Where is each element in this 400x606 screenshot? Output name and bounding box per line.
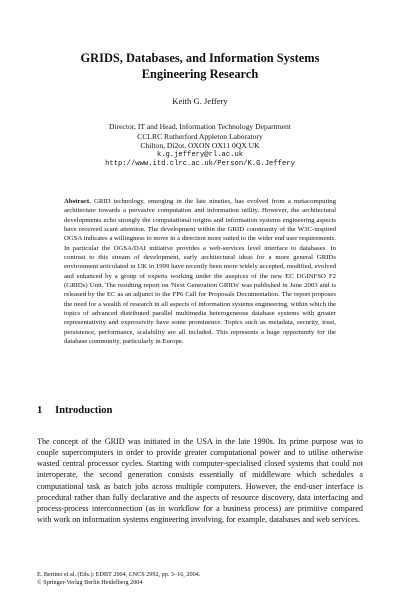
copyright-line: © Springer-Verlag Berlin Heidelberg 2004 — [37, 579, 143, 586]
author-url: http://www.itd.clrc.ac.uk/Person/K.G.Jeffery — [105, 160, 295, 169]
affiliation-block — [0, 122, 400, 170]
title-line-2: Engineering Research — [141, 67, 259, 81]
intro-paragraph: The concept of the GRID was initiated in the USA in the late 1990s. Its prime purpose was to couple supercomputers in order to provide greater computational power and to utilise otherwise wasted central processor cycles. Starting with computer-specialised closed systems that could not interoperate, the second generation consists essentially of middleware which schedules a computational task as batch jobs across multiple computers. However, the end-user interface is procedural rather than fully declarative and the aspects of resource discovery, data interfacing and process-process interconnection (as in workflow for a business process) are primitive compared with work on information systems engineering involving, for example, databases and web services. — [37, 437, 363, 525]
section-heading — [37, 405, 112, 416]
affiliation-line: CCLRC Rutherford Appleton Laboratory — [137, 131, 263, 141]
author-email: k.g.jeffery@rl.ac.uk — [156, 150, 244, 159]
section-number: 1 — [37, 405, 43, 416]
page-footer — [37, 571, 363, 587]
abstract-text: GRID technology, emerging in the late nineties, has evolved from a metacomputing architecture towards a pervasive computation and information utility. However, the architectural developments echo strongly the computational origins and information systems engineering aspects have received scant attention. The development within the GRID community of the W3C-inspired OGSA indicates a willingness to move in a direction more suited to the wider end user requirements. In particular the OGSA/DAI initiative provides a web-services level interface to databases. In contrast to this stream of development, early architectural ideas for a more general GRIDs environment articulated in UK in 1999 have recently been more widely accepted, modified, evolved and enhanced by a group of experts working under the auspices of the new EC DGINFSO F2 (GRIDs) Unit. The resulting report on 'Next Generation GRIDs' was published in June 2003 and is released by the EC as an adjunct to the FP6 Call for Proposals Documentation. The report proposes the need for a wealth of research in all aspects of information systems engineering, within which the topics of advanced distributed parallel multimedia heterogeneous database systems with greater representativity and expressivity have some prominence. Topics such as metadata, security, trust, persistence, performance, scalability are all included. This represents a huge opportunity for the database community, particularly in Europe. — [64, 198, 337, 346]
abstract — [64, 197, 336, 347]
affiliation-line: Chilton, Di2ot, OXON OX11 0QX UK — [140, 141, 260, 151]
paper-title — [0, 50, 400, 82]
abstract-label: Abstract. — [64, 198, 91, 205]
section-title: Introduction — [54, 405, 113, 416]
affiliation-line: Director, IT and Head, Information Technology Department — [109, 122, 291, 131]
title-line-1: GRIDS, Databases, and Information Systems — [80, 51, 320, 65]
author-name: Keith G. Jeffery — [172, 96, 228, 106]
citation-line: E. Bertino et al. (Eds.): EDBT 2004, LNCS 2992, pp. 3–16, 2004. — [37, 571, 201, 578]
